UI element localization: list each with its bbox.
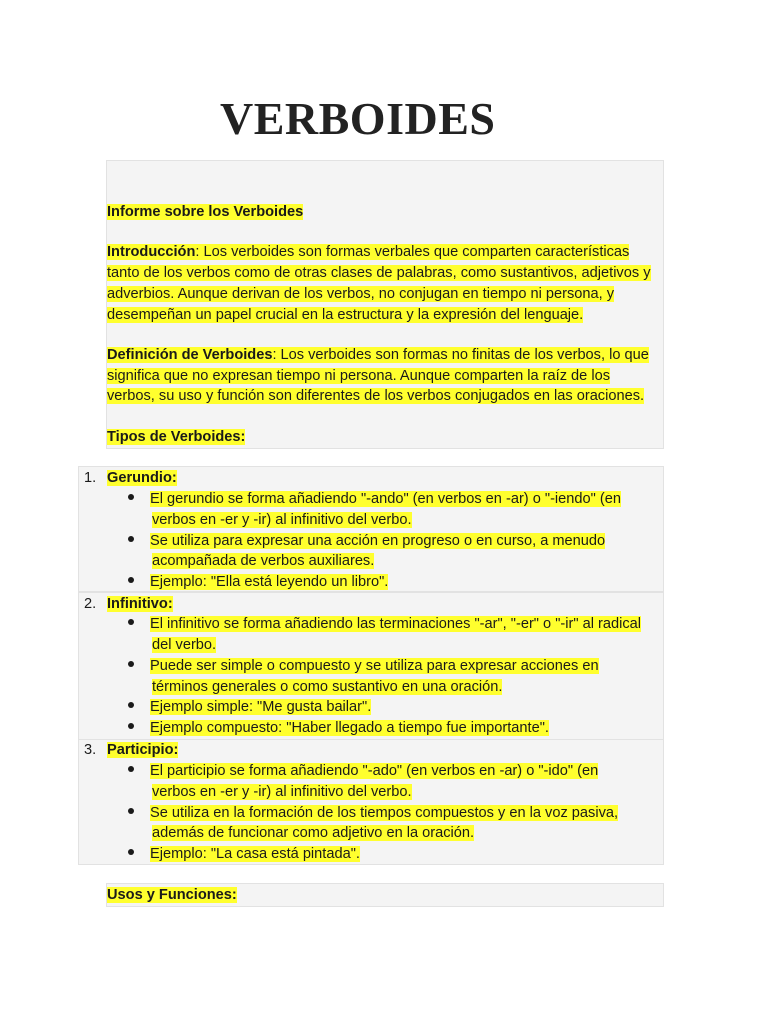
type-label: Infinitivo	[107, 596, 168, 612]
report-title: Informe sobre los Verboides	[107, 204, 304, 220]
bullet-icon	[128, 494, 134, 500]
bullet-icon	[128, 702, 134, 708]
type-label: Participio	[107, 742, 174, 758]
bullet-item: Ejemplo: "La casa está pintada".	[128, 844, 360, 865]
bullet-icon	[128, 766, 134, 772]
bullet-item: Se utiliza en la formación de los tiempos compuestos y en la voz pasiva,	[128, 803, 618, 824]
bullet-icon	[128, 536, 134, 542]
uses-heading: Usos y Funciones:	[107, 887, 237, 903]
bullet-item: Ejemplo simple: "Me gusta bailar".	[128, 697, 371, 718]
list-number: 3.	[84, 742, 97, 758]
types-heading: Tipos de Verboides:	[107, 429, 246, 445]
bullet-item: Ejemplo: "Ella está leyendo un libro".	[128, 572, 388, 593]
list-number: 2.	[84, 596, 97, 612]
bullet-item: Se utiliza para expresar una acción en progreso o en curso, a menudo	[128, 531, 605, 552]
type-label: Gerundio	[107, 470, 172, 486]
bullet-icon	[128, 808, 134, 814]
bullet-item: El participio se forma añadiendo "-ado" (en verbos en -ar) o "-ido" (en	[128, 761, 598, 782]
definition-label: Definición de Verboides	[107, 347, 273, 363]
bullet-icon	[128, 577, 134, 583]
list-number: 1.	[84, 470, 97, 486]
bullet-icon	[128, 849, 134, 855]
bullet-item: El infinitivo se forma añadiendo las terminaciones "-ar", "-er" o "-ir" al radical	[128, 614, 641, 635]
bullet-icon	[128, 723, 134, 729]
intro-label: Introducción	[107, 244, 196, 260]
bullet-icon	[128, 619, 134, 625]
bullet-item: Ejemplo compuesto: "Haber llegado a tiempo fue importante".	[128, 718, 549, 739]
document-title: VERBOIDES	[220, 93, 496, 144]
bullet-item: Puede ser simple o compuesto y se utiliza para expresar acciones en	[128, 656, 599, 677]
bullet-item: El gerundio se forma añadiendo "-ando" (en verbos en -ar) o "-iendo" (en	[128, 489, 621, 510]
bullet-icon	[128, 661, 134, 667]
